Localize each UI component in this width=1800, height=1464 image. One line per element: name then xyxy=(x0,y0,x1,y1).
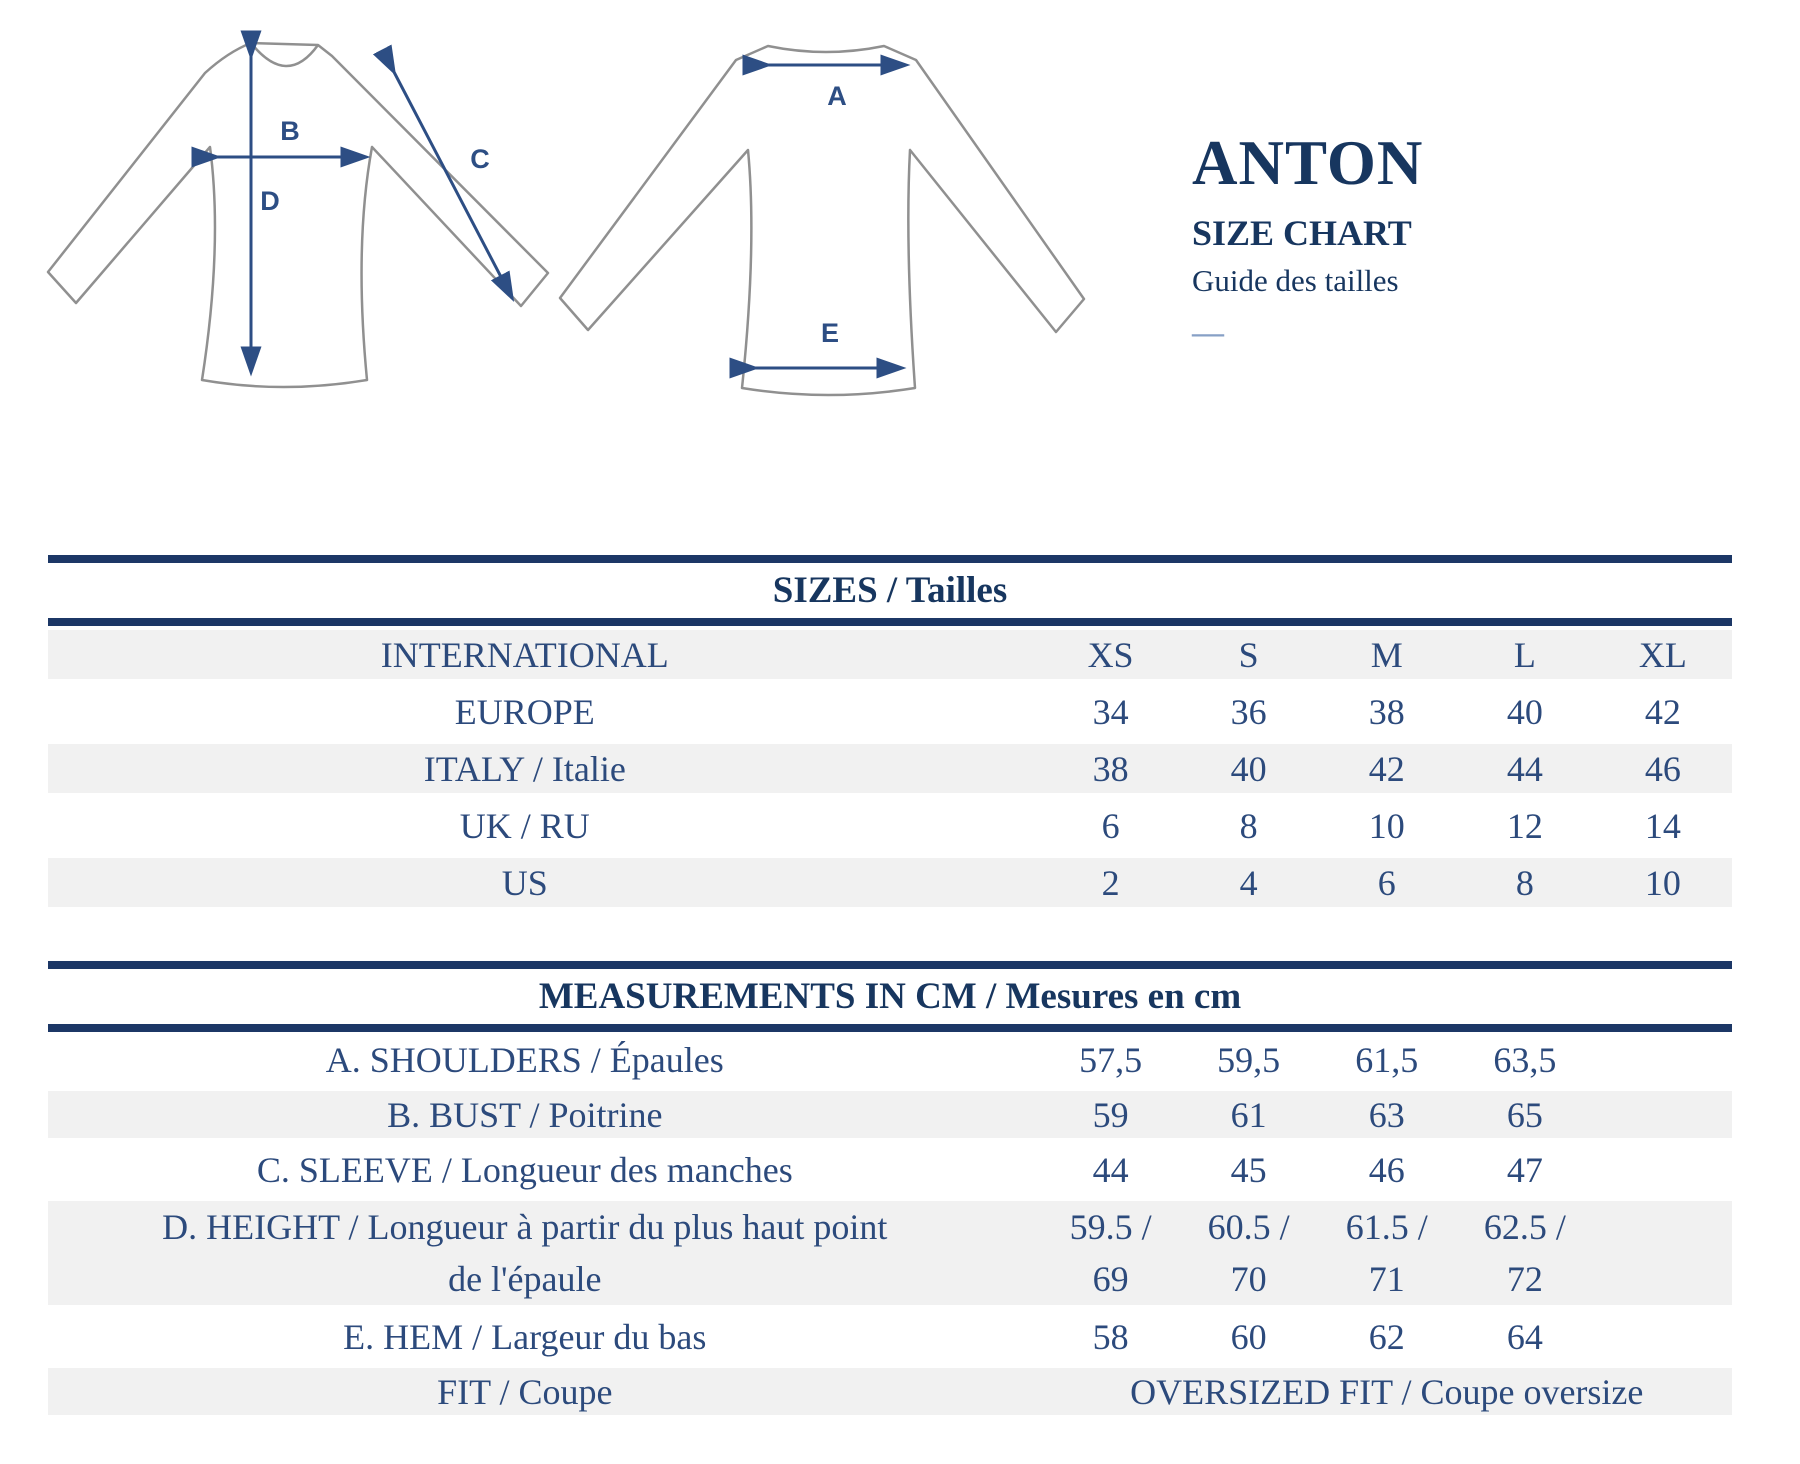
row-label: UK / RU xyxy=(459,805,590,846)
table-row xyxy=(48,740,1732,797)
row-span-value: OVERSIZED FIT / Coupe oversize xyxy=(1130,1371,1644,1412)
row-value: 8 xyxy=(1239,805,1258,846)
row-value: 62 xyxy=(1368,1316,1405,1357)
row-value: 40 xyxy=(1506,691,1543,732)
brand-header xyxy=(1192,10,1423,410)
row-value: 6 xyxy=(1377,862,1396,903)
row-value: 60.5 / 70 xyxy=(1207,1207,1290,1299)
row-value: 63 xyxy=(1368,1094,1405,1135)
row-label: B. BUST / Poitrine xyxy=(387,1094,663,1135)
table-rule-header xyxy=(48,618,1732,626)
sizes-table-body xyxy=(48,626,1732,911)
row-label: FIT / Coupe xyxy=(437,1371,613,1412)
row-value: 42 xyxy=(1644,691,1681,732)
row-value: 61,5 xyxy=(1355,1039,1419,1080)
row-value: M xyxy=(1370,634,1403,675)
measure-label-c: C xyxy=(470,144,490,174)
size-chart-title: SIZE CHART xyxy=(1192,213,1412,253)
row-value: XS xyxy=(1087,634,1134,675)
row-value: 46 xyxy=(1368,1149,1405,1190)
row-value: 61.5 / 71 xyxy=(1345,1207,1428,1299)
measurements-table xyxy=(48,961,1732,1419)
table-row xyxy=(48,1087,1732,1142)
measure-label-e: E xyxy=(820,318,840,348)
row-value: 46 xyxy=(1644,748,1681,789)
table-row xyxy=(48,683,1732,740)
row-value: 60 xyxy=(1230,1316,1267,1357)
measure-label-d: D xyxy=(260,186,280,216)
table-rule-top xyxy=(48,961,1732,969)
row-value: 57,5 xyxy=(1079,1039,1143,1080)
size-tables xyxy=(48,555,1732,1419)
row-value xyxy=(1594,1201,1732,1305)
measurements-table-title: MEASUREMENTS IN CM / Mesures en cm xyxy=(538,976,1242,1017)
row-label: A. SHOULDERS / Épaules xyxy=(325,1039,724,1080)
row-label: US xyxy=(501,862,548,903)
row-label: ITALY / Italie xyxy=(423,748,626,789)
row-value: 64 xyxy=(1506,1316,1543,1357)
row-value: 62.5 / 72 xyxy=(1483,1207,1566,1299)
row-value: 38 xyxy=(1368,691,1405,732)
sizes-table xyxy=(48,555,1732,911)
back-garment-diagram xyxy=(560,46,1084,395)
separator-dash: — xyxy=(1192,314,1224,350)
measure-label-a: A xyxy=(827,81,847,111)
brand-name: ANTON xyxy=(1192,128,1424,198)
row-value: 42 xyxy=(1368,748,1405,789)
front-garment-diagram xyxy=(48,43,548,387)
row-value: S xyxy=(1238,634,1259,675)
size-chart-subtitle-fr: Guide des tailles xyxy=(1192,263,1399,298)
row-value: 58 xyxy=(1092,1316,1129,1357)
row-value: 36 xyxy=(1230,691,1267,732)
row-value xyxy=(1594,1091,1732,1138)
row-value: 44 xyxy=(1092,1149,1129,1190)
row-value xyxy=(1594,1309,1732,1364)
row-value: 63,5 xyxy=(1493,1039,1557,1080)
table-row xyxy=(48,1309,1732,1364)
row-value: 44 xyxy=(1506,748,1543,789)
table-row xyxy=(48,854,1732,911)
row-value xyxy=(1594,1142,1732,1197)
table-row xyxy=(48,626,1732,683)
row-value: L xyxy=(1513,634,1536,675)
table-row xyxy=(48,1364,1732,1419)
row-value: XL xyxy=(1638,634,1687,675)
measurements-table-body xyxy=(48,1032,1732,1419)
table-rule-header xyxy=(48,1024,1732,1032)
row-label: E. HEM / Largeur du bas xyxy=(343,1316,707,1357)
row-value: 38 xyxy=(1092,748,1129,789)
table-rule-top xyxy=(48,555,1732,563)
measure-label-b: B xyxy=(280,116,300,146)
row-value: 40 xyxy=(1230,748,1267,789)
row-label: INTERNATIONAL xyxy=(380,634,669,675)
row-value: 10 xyxy=(1368,805,1405,846)
table-row xyxy=(48,1197,1732,1309)
row-value: 14 xyxy=(1644,805,1681,846)
row-value: 4 xyxy=(1239,862,1258,903)
row-value: 59 xyxy=(1092,1094,1129,1135)
row-value: 12 xyxy=(1506,805,1543,846)
row-value: 65 xyxy=(1506,1094,1543,1135)
row-value: 59,5 xyxy=(1217,1039,1281,1080)
row-label: EUROPE xyxy=(454,691,595,732)
top-section xyxy=(40,10,1423,410)
sizes-table-title: SIZES / Tailles xyxy=(772,570,1008,611)
row-value: 6 xyxy=(1101,805,1120,846)
row-label: D. HEIGHT / Longueur à partir du plus haut point de l'épaule xyxy=(162,1207,888,1299)
table-row xyxy=(48,1142,1732,1197)
table-row xyxy=(48,1032,1732,1087)
table-row xyxy=(48,797,1732,854)
row-value: 34 xyxy=(1092,691,1129,732)
row-value: 8 xyxy=(1515,862,1534,903)
row-value: 61 xyxy=(1230,1094,1267,1135)
row-value: 47 xyxy=(1506,1149,1543,1190)
row-value: 45 xyxy=(1230,1149,1267,1190)
row-value: 10 xyxy=(1644,862,1681,903)
row-label: C. SLEEVE / Longueur des manches xyxy=(256,1149,793,1190)
garment-measurement-diagram xyxy=(40,10,1140,410)
row-value: 2 xyxy=(1101,862,1120,903)
row-value xyxy=(1594,1032,1732,1087)
row-value: 59.5 / 69 xyxy=(1069,1207,1152,1299)
